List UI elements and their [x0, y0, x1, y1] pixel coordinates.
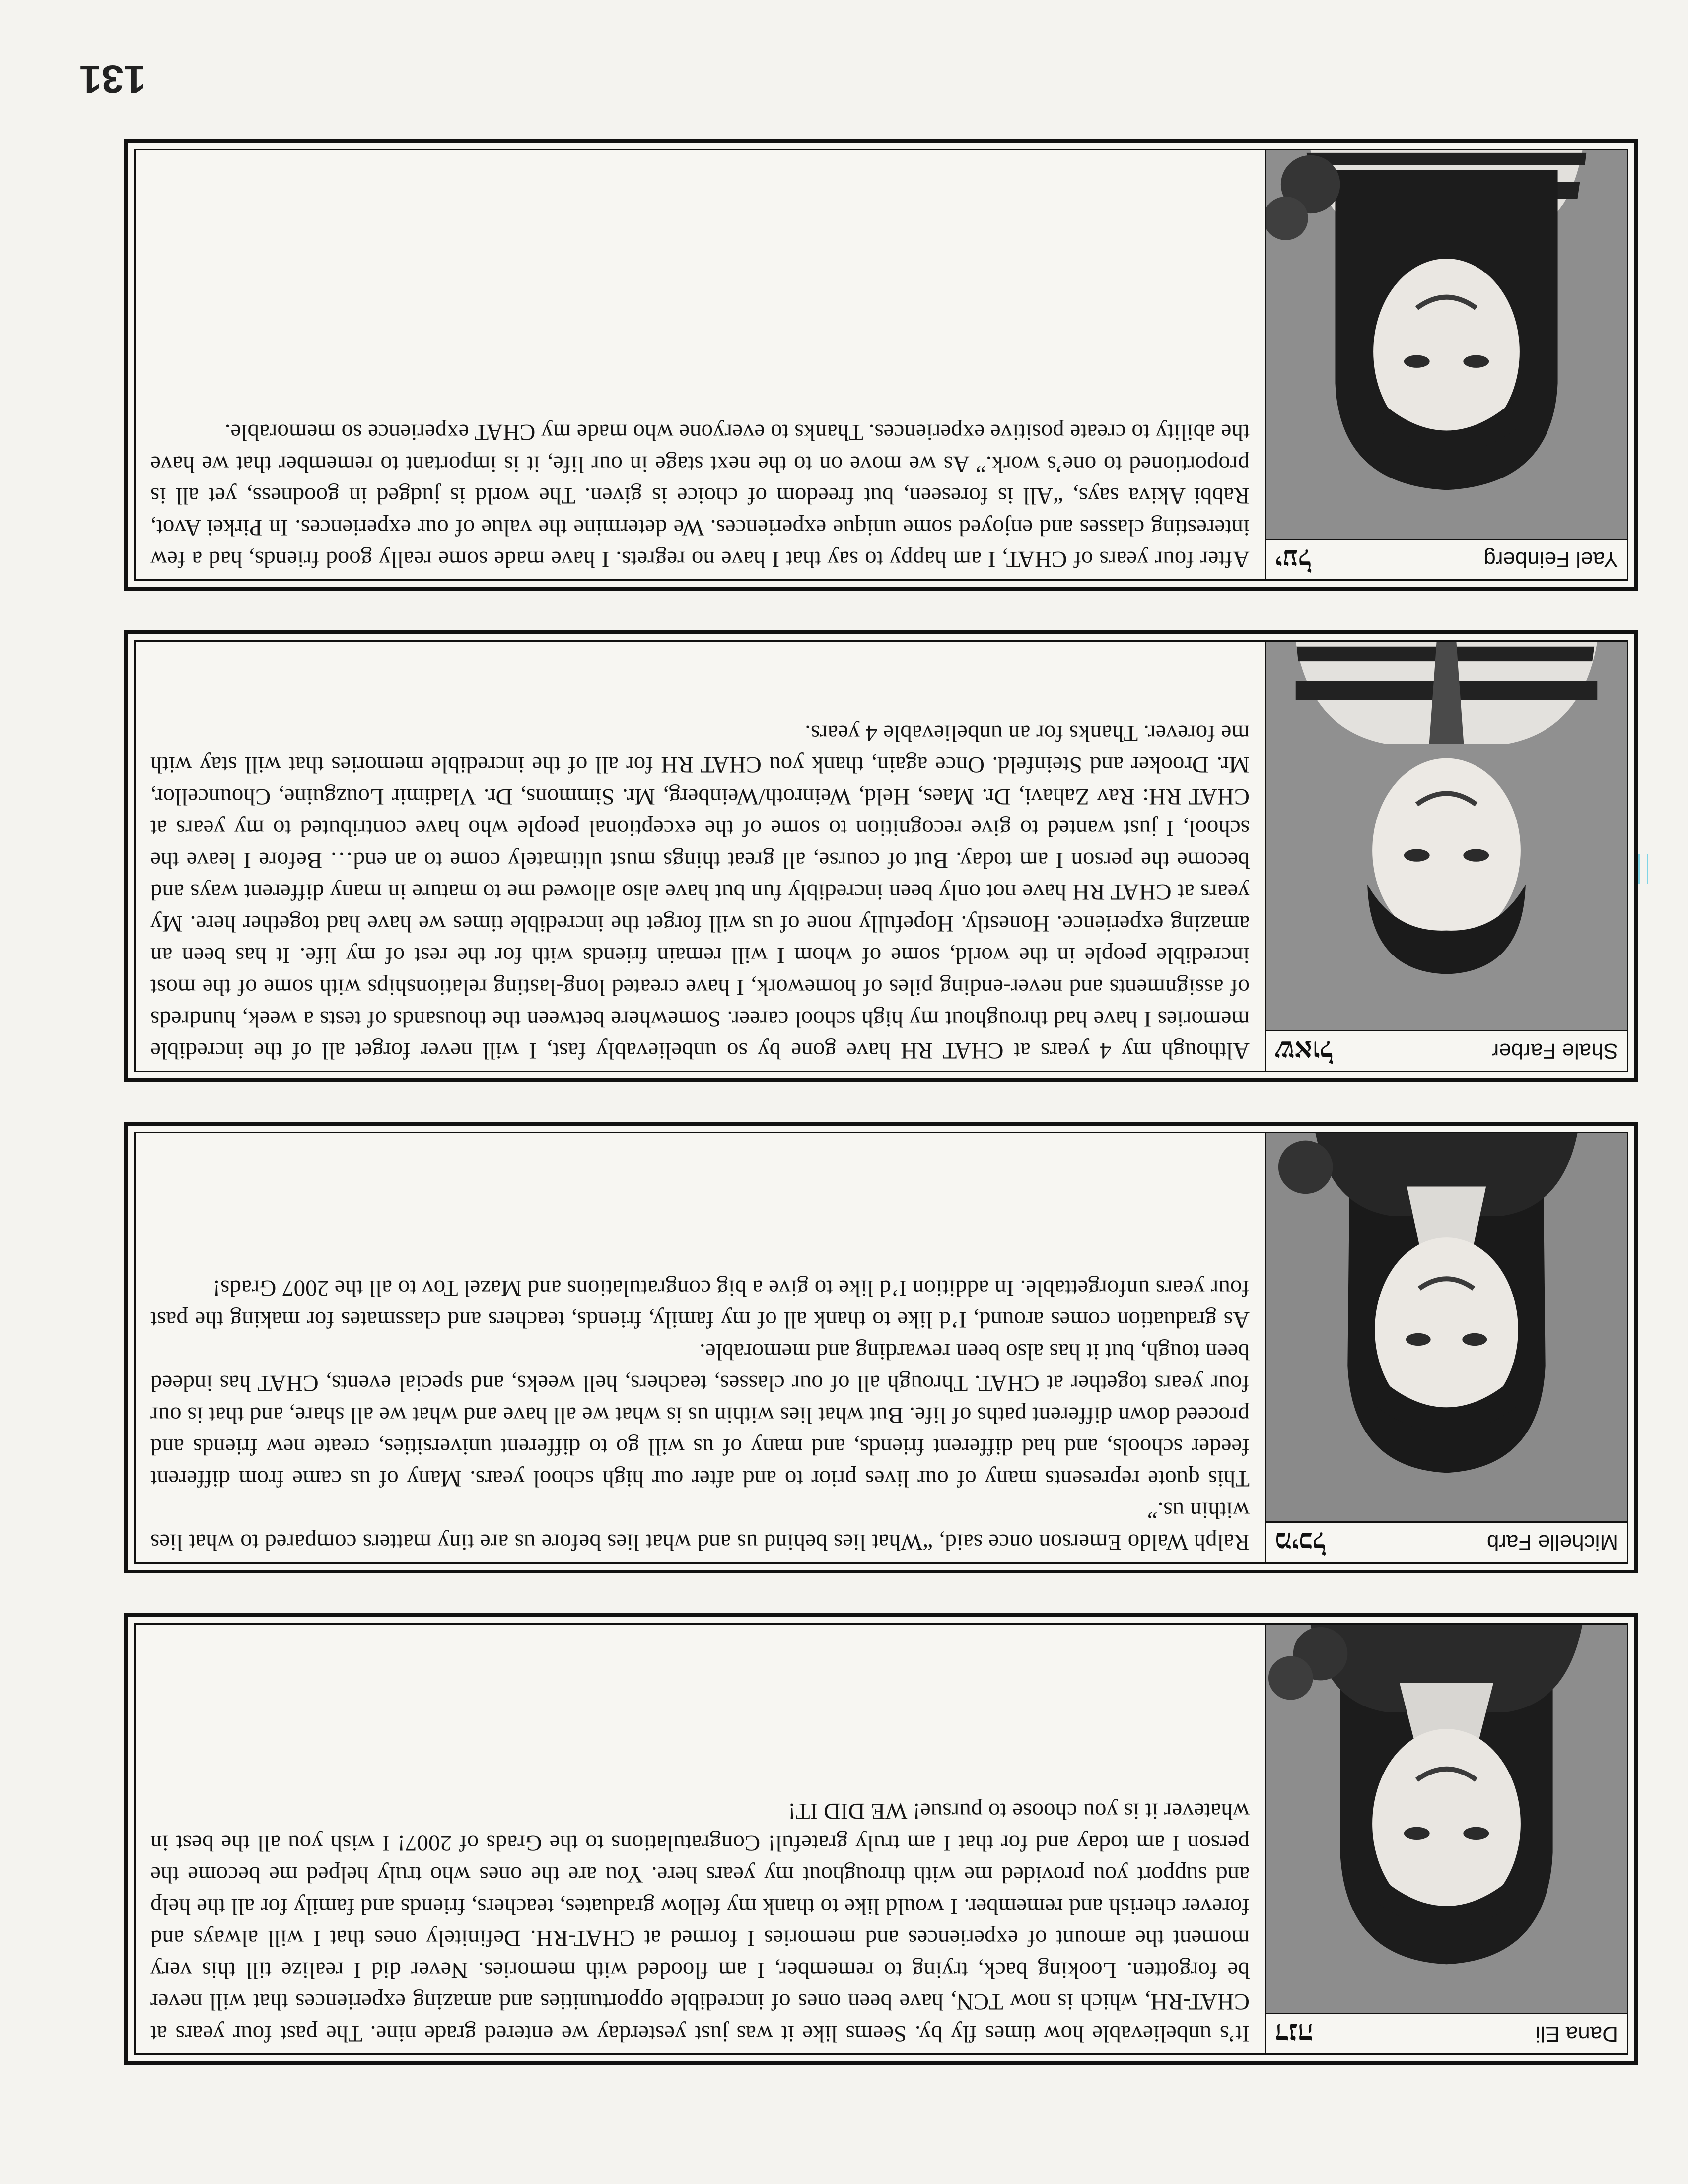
message-paragraph: This quote represents many of our lives prior to and after our high school years. Many of us came from different feeder schools, and had different friends, and many of us will go to different universities, create new friends and proceed down different paths of life. But what lies within us is what we all have and what we all share, and that is our four years together at CHAT. Through all of our classes, teachers, hell weeks, and special events, CHAT has indeed been tough, but it has also been rewarding and memorable.: [150, 1339, 1250, 1492]
student-name: Michelle Farb: [1486, 1530, 1618, 1555]
student-photo: [1265, 1625, 1627, 2013]
message-paragraph: As graduation comes around, I’d like to thank all of my family, friends, teachers and classmates for making the past four years unforgettable. In addition I’d like to give a big congratulations and Mazel Tov to all the 2007 Grads!: [150, 1275, 1250, 1333]
student-name: Yael Feinberg: [1483, 547, 1618, 572]
student-message: [150, 1635, 1250, 2049]
student-hebrew-name: יעל: [1275, 543, 1311, 576]
student-hebrew-name: דנה: [1275, 2017, 1314, 2050]
student-photo: [1265, 642, 1627, 1030]
student-hebrew-name: שאול: [1275, 1034, 1333, 1068]
portrait-image: [1266, 1625, 1627, 2013]
student-profile-dana-eli: [124, 1613, 1638, 2065]
portrait-image: [1266, 642, 1627, 1030]
message-paragraph: After four years of CHAT, I am happy to say that I have no regrets. I have made some really good friends, had a few interesting classes and enjoyed some unique experiences. We determine the value of our experiences. In Pirkei Avot, Rabbi Akiva says, “All is foreseen, but freedom of choice is given. The world is judged in goodness, yet all is proportioned to one’s work.” As we move on to the next stage in our life, it is important to remember that we have the ability to create positive experiences. Thanks to everyone who made my CHAT experience so memorable.: [150, 419, 1250, 572]
scan-artifact: [1638, 854, 1648, 884]
student-message: [150, 652, 1250, 1067]
student-name-bar: [1265, 2013, 1627, 2053]
student-name: Dana Eli: [1535, 2022, 1618, 2047]
student-profile-michelle-farb: [124, 1122, 1638, 1573]
student-profile-shale-farber: [124, 630, 1638, 1082]
portrait-image: [1266, 1133, 1627, 1521]
student-profile-yael-feinberg: [124, 139, 1638, 591]
student-hebrew-name: מיכל: [1275, 1526, 1326, 1559]
page-number: 131: [79, 57, 146, 101]
student-message: [150, 160, 1250, 575]
message-paragraph: Ralph Waldo Emerson once said, “What lies behind us and what lies before us are tiny matters compared to what lies within us.”: [150, 1498, 1250, 1555]
message-paragraph: It’s unbelievable how times fly by. Seems like it was just yesterday we entered grade nine. The past four years at CHAT-RH, which is now TCN, have been ones of incredible opportunities and amazing experiences that will never be forgotten. Looking back, trying to remember, I am flooded with memories. Never did I realize till this very moment the amount of experiences and memories I formed at CHAT-RH. Definitely ones that I will always and forever cherish and remember. I would like to thank my fellow graduates, teachers, friends and family for all the help and support you provided me with throughout my years here. You are the ones who truly helped me become the person I am today and for that I am truly grateful! Congratulations to the Grads of 2007! I wish you all the best in whatever it is you choose to pursue! WE DID IT!: [150, 1798, 1250, 2047]
message-paragraph: Although my 4 years at CHAT RH have gone by so unbelievably fast, I will never forget all of the incredible memories I have had throughout my high school career. Somewhere between the thousands of tests a week, hundreds of assignments and never-ending piles of homework, I have created long-lasting relationships with some of the most incredible people in the world, some of whom I will remain friends with for the rest of my life. It has been an amazing experience. Honestly. Hopefully none of us will forget the incredible times we have had together here. My years at CHAT RH have not only been incredibly fun but have also allowed me to mature in many different ways and become the person I am today. But of course, all great things must ultimately come to an end… Before I leave the school, I just wanted to give recognition to some of the exceptional people who have contributed to my years at CHAT RH: Rav Zahavi, Dr. Maes, Held, Weinroth/Weinberg, Mr. Simmons, Dr. Vladimir Louzguine, Chouncellor, Mr. Drooker and Steinfeld. Once again, thank you CHAT RH for all of the incredible memories that will stay with me forever. Thanks for an unbelievable 4 years.: [150, 720, 1250, 1064]
portrait-image: [1266, 150, 1627, 539]
student-message: [150, 1143, 1250, 1558]
student-name-bar: [1265, 1030, 1627, 1071]
student-name: Shale Farber: [1491, 1039, 1618, 1064]
student-photo: [1265, 150, 1627, 539]
student-name-bar: [1265, 539, 1627, 579]
student-photo: [1265, 1133, 1627, 1521]
student-name-bar: [1265, 1521, 1627, 1562]
